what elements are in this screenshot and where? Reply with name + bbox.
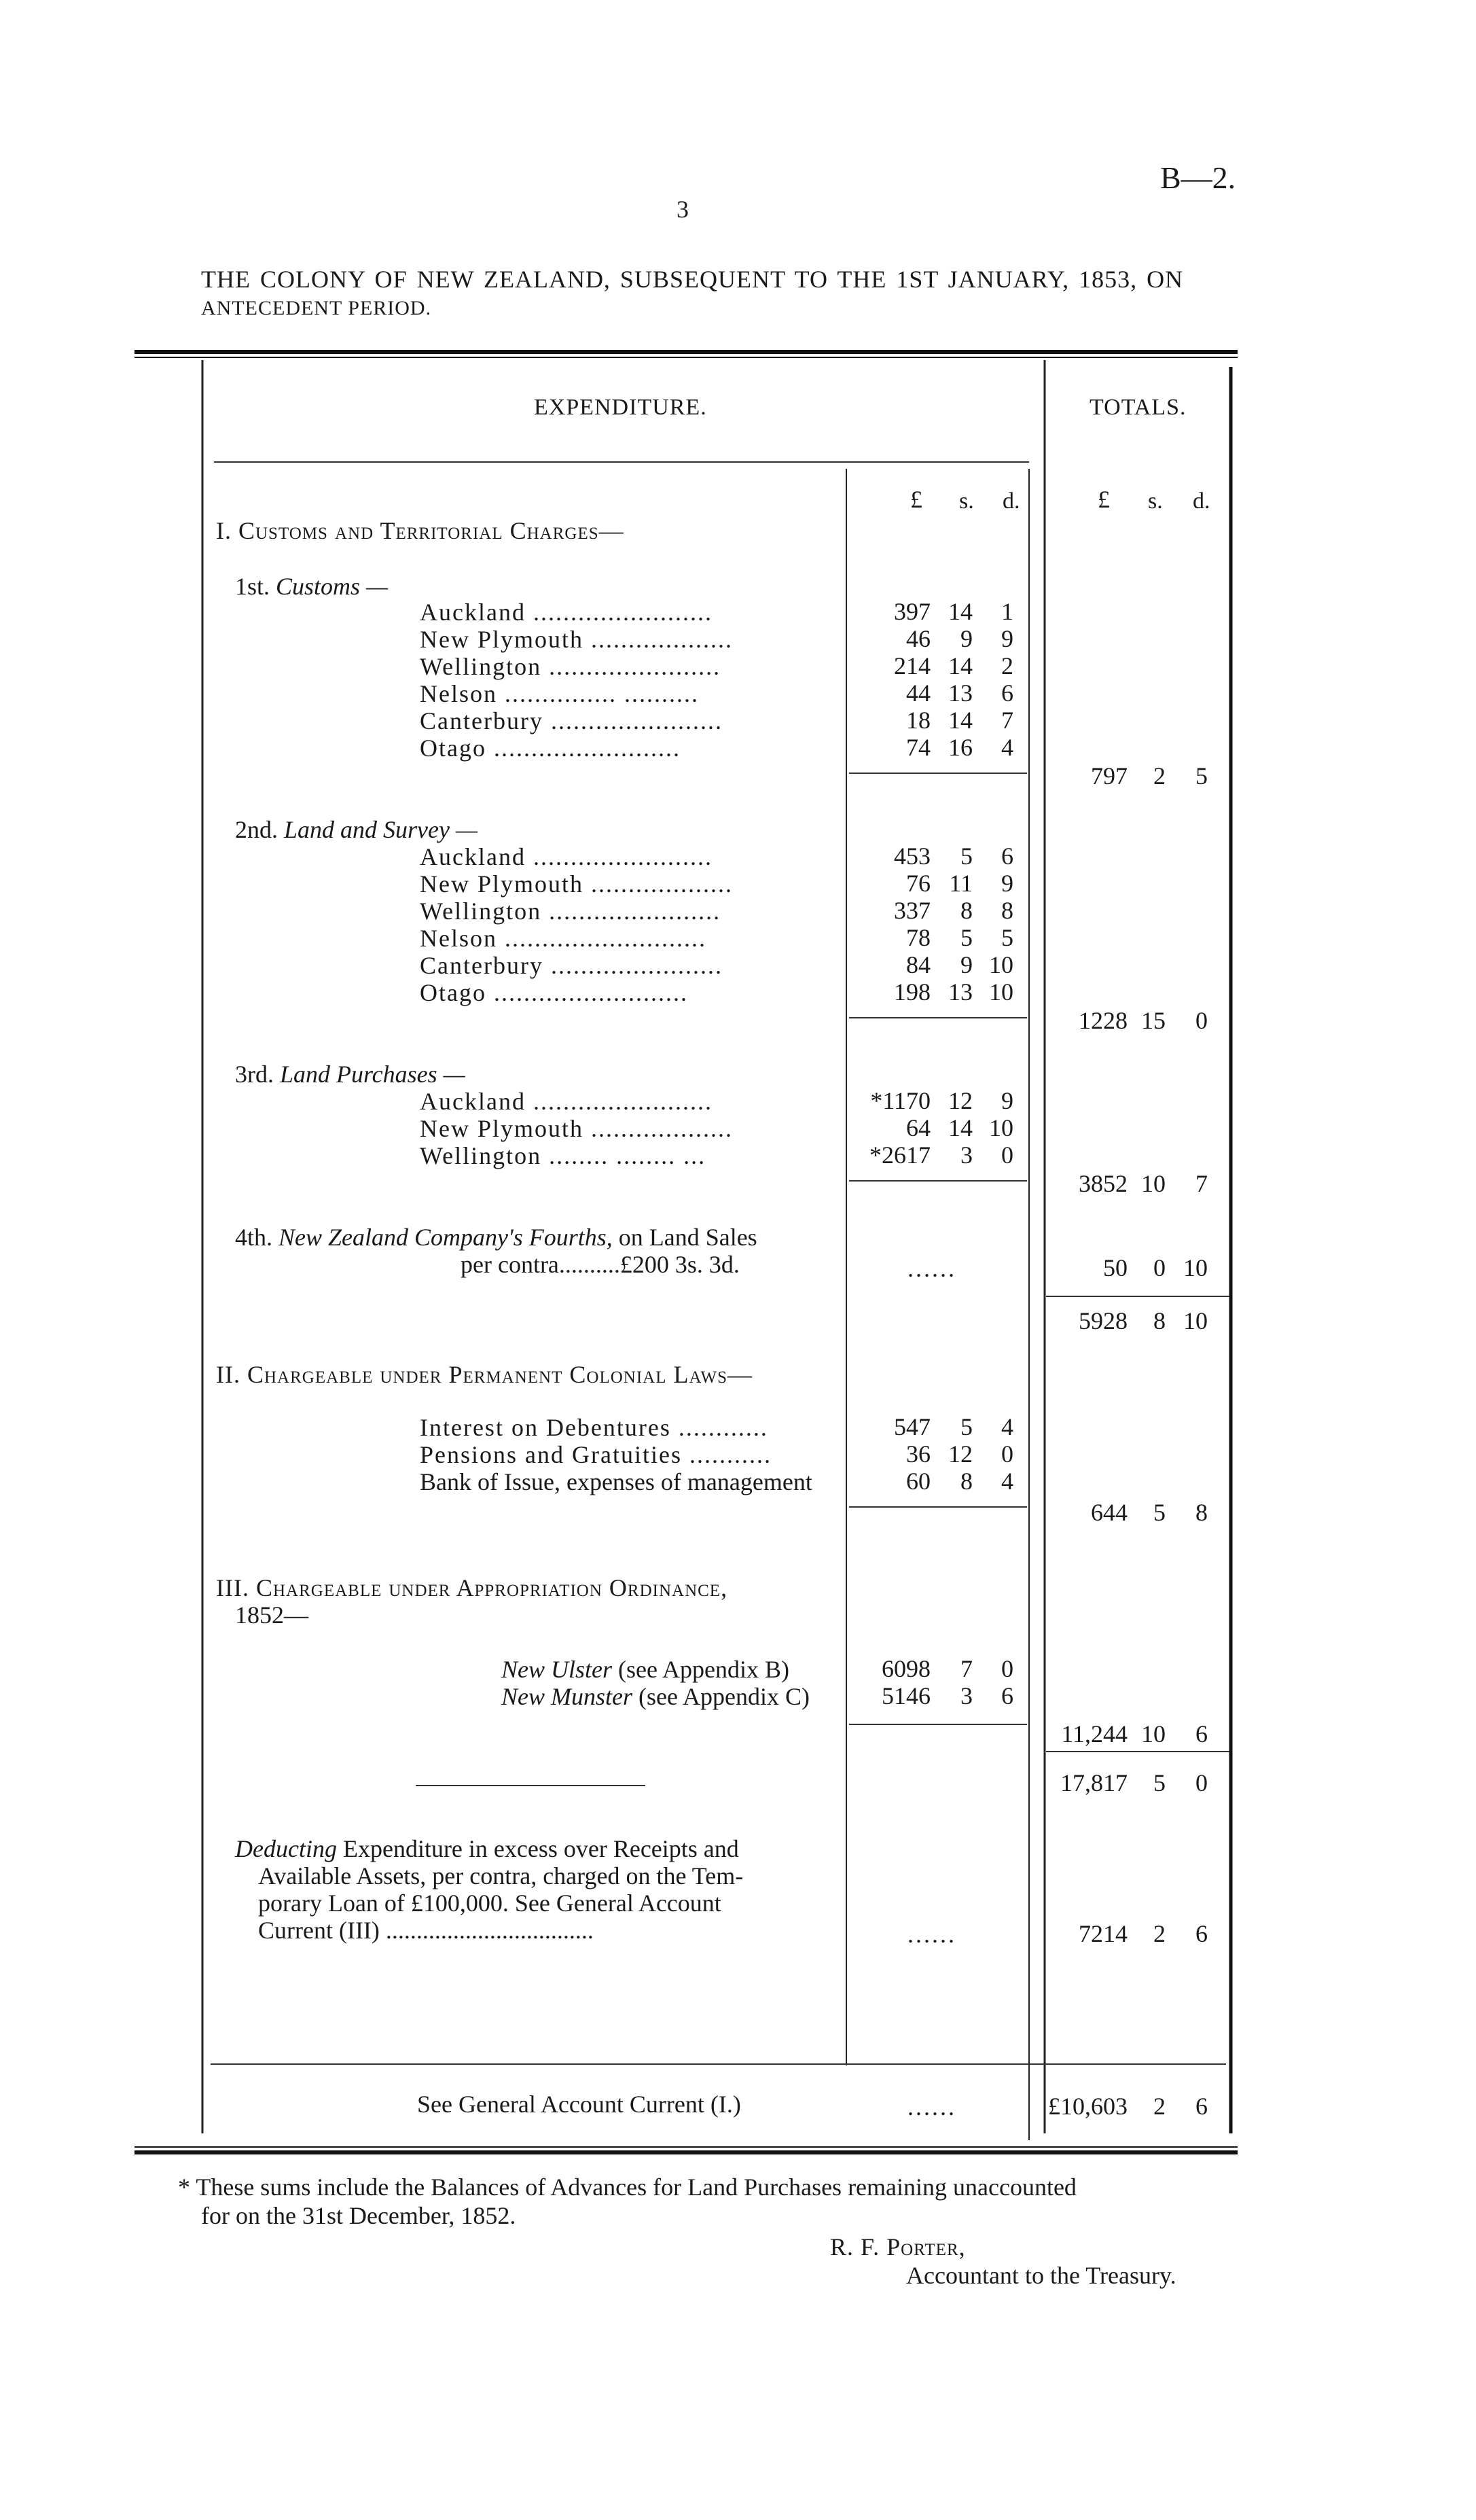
section2-pounds-2: 60 <box>906 1468 931 1495</box>
deduct-total-pence: 6 <box>1195 1920 1208 1947</box>
shilling-header: s. <box>959 489 974 514</box>
purchases-total-pence: 7 <box>1195 1170 1208 1197</box>
customs-pence-4: 7 <box>1001 707 1013 734</box>
final-total-pounds: £10,603 <box>1048 2093 1128 2120</box>
section3-heading-line2: 1852— <box>235 1601 308 1629</box>
fourths-line2: per contra..........£200 3s. 3d. <box>461 1251 740 1278</box>
customs-shillings-3: 13 <box>948 679 973 707</box>
customs-label-0: Auckland ........................ <box>420 599 713 626</box>
purchases-total-shillings: 10 <box>1141 1170 1166 1197</box>
customs-pounds-4: 18 <box>906 707 931 734</box>
sum-total-shillings: 5 <box>1153 1769 1166 1796</box>
deduct-total-pounds: 7214 <box>1079 1920 1128 1947</box>
section3-pence-0: 0 <box>1001 1655 1013 1682</box>
section2-total-pounds: 644 <box>1091 1499 1128 1526</box>
totals-header: TOTALS. <box>1090 395 1187 420</box>
purchases-label-1: New Plymouth ................... <box>420 1115 734 1142</box>
fourths-total-pounds: 50 <box>1103 1254 1128 1281</box>
section3-label-0 <box>501 1655 789 1684</box>
customs-pence-3: 6 <box>1001 679 1013 707</box>
fourths-heading <box>235 1223 757 1252</box>
section2-pence-1: 0 <box>1001 1440 1013 1468</box>
survey-title: Land and Survey — <box>284 816 478 843</box>
customs-label-4: Canterbury ....................... <box>420 707 723 734</box>
survey-shillings-2: 8 <box>960 897 973 924</box>
fourths-dots: ...... <box>907 1255 956 1282</box>
new-ulster-label: New Ulster <box>501 1656 613 1683</box>
customs-shillings-0: 14 <box>948 598 973 625</box>
survey-pounds-2: 337 <box>894 897 931 924</box>
customs-label-5: Otago ......................... <box>420 734 681 762</box>
expenditure-header: EXPENDITURE. <box>534 395 707 420</box>
customs-label-1: New Plymouth ................... <box>420 626 734 653</box>
customs-pence-2: 2 <box>1001 652 1013 679</box>
section2-total-pence: 8 <box>1195 1499 1208 1526</box>
deduct-line3: porary Loan of £100,000. See General Account <box>258 1889 721 1917</box>
section2-label-0: Interest on Debentures ............ <box>420 1414 768 1441</box>
fourths-total-shillings: 0 <box>1153 1254 1166 1281</box>
survey-pounds-3: 78 <box>906 924 931 951</box>
survey-label-2: Wellington ....................... <box>420 898 721 925</box>
purchases-pence-0: 9 <box>1001 1087 1013 1114</box>
survey-label-0: Auckland ........................ <box>420 843 713 870</box>
survey-label-4: Canterbury ....................... <box>420 952 723 979</box>
deduct-line1-text: Expenditure in excess over Receipts and <box>336 1835 739 1862</box>
survey-pounds-5: 198 <box>894 978 931 1006</box>
customs-total-shillings: 2 <box>1153 762 1166 789</box>
section1-total-pence: 10 <box>1183 1307 1208 1334</box>
fourths-num: 4th. <box>235 1224 273 1251</box>
deduct-line2: Available Assets, per contra, charged on the Tem- <box>258 1862 744 1889</box>
section2-pounds-1: 36 <box>906 1440 931 1468</box>
page-number: 3 <box>677 196 689 223</box>
survey-num: 2nd. <box>235 816 278 843</box>
total-pence-header: d. <box>1193 489 1210 514</box>
customs-pence-1: 9 <box>1001 625 1013 652</box>
customs-num: 1st. <box>235 573 270 600</box>
section3-total-pounds: 11,244 <box>1061 1720 1128 1747</box>
deduct-total-shillings: 2 <box>1153 1920 1166 1947</box>
section2-shillings-2: 8 <box>960 1468 973 1495</box>
signature-name: R. F. Porter, <box>830 2233 966 2260</box>
section3-pounds-0: 6098 <box>882 1655 931 1682</box>
section2-total-shillings: 5 <box>1153 1499 1166 1526</box>
survey-label-5: Otago .......................... <box>420 979 688 1006</box>
customs-label-3: Nelson ............... .......... <box>420 680 699 707</box>
sum-total-pounds: 17,817 <box>1060 1769 1128 1796</box>
section2-pence-2: 4 <box>1001 1468 1013 1495</box>
document-code: B—2. <box>1160 160 1236 195</box>
survey-pence-3: 5 <box>1001 924 1013 951</box>
section3-heading-line1: III. Chargeable under Appropriation Ordinance, <box>216 1574 728 1601</box>
purchases-shillings-0: 12 <box>948 1087 973 1114</box>
section1-heading: I. Customs and Territorial Charges— <box>216 517 624 544</box>
section3-shillings-1: 3 <box>960 1682 973 1709</box>
section3-pence-1: 6 <box>1001 1682 1013 1709</box>
survey-pounds-1: 76 <box>906 870 931 897</box>
customs-title: Customs — <box>276 573 389 600</box>
survey-shillings-4: 9 <box>960 951 973 978</box>
footnote-line2: for on the 31st December, 1852. <box>201 2202 516 2229</box>
customs-total-pence: 5 <box>1195 762 1208 789</box>
final-total-pence: 6 <box>1195 2093 1208 2120</box>
customs-shillings-1: 9 <box>960 625 973 652</box>
section3-label-1 <box>501 1682 810 1711</box>
final-total-shillings: 2 <box>1153 2093 1166 2120</box>
purchases-label-2: Wellington ........ ........ ... <box>420 1142 706 1169</box>
customs-pounds-0: 397 <box>894 598 931 625</box>
page-heading-line1: THE COLONY OF NEW ZEALAND, SUBSEQUENT TO THE 1ST JANUARY, 1853, ON <box>201 266 1184 293</box>
survey-total-pounds: 1228 <box>1079 1007 1128 1034</box>
new-munster-appendix: (see Appendix C) <box>632 1683 810 1710</box>
purchases-pounds-0: *1170 <box>870 1087 931 1114</box>
footnote-line1: * These sums include the Balances of Advances for Land Purchases remaining unaccounted <box>178 2173 1077 2201</box>
purchases-shillings-2: 3 <box>960 1141 973 1169</box>
customs-heading <box>235 572 388 601</box>
customs-shillings-2: 14 <box>948 652 973 679</box>
customs-pounds-2: 214 <box>894 652 931 679</box>
final-label: See General Account Current (I.) <box>417 2091 741 2118</box>
survey-pence-2: 8 <box>1001 897 1013 924</box>
survey-pence-0: 6 <box>1001 842 1013 870</box>
survey-shillings-5: 13 <box>948 978 973 1006</box>
section3-shillings-0: 7 <box>960 1655 973 1682</box>
survey-pounds-0: 453 <box>894 842 931 870</box>
section3-total-shillings: 10 <box>1141 1720 1166 1747</box>
deduct-line4: Current (III) .................................. <box>258 1917 594 1944</box>
survey-total-pence: 0 <box>1195 1007 1208 1034</box>
section2-pence-0: 4 <box>1001 1413 1013 1440</box>
pound-header: £ <box>910 486 922 513</box>
new-munster-label: New Munster <box>501 1683 632 1710</box>
deduct-word: Deducting <box>235 1835 337 1862</box>
fourths-total-pence: 10 <box>1183 1254 1208 1281</box>
section1-total-shillings: 8 <box>1153 1307 1166 1334</box>
purchases-pence-1: 10 <box>989 1114 1013 1141</box>
purchases-shillings-1: 14 <box>948 1114 973 1141</box>
survey-total-shillings: 15 <box>1141 1007 1166 1034</box>
purchases-heading <box>235 1060 465 1088</box>
section1-total-pounds: 5928 <box>1079 1307 1128 1334</box>
purchases-title: Land Purchases — <box>280 1061 465 1088</box>
pence-header: d. <box>1003 489 1020 514</box>
customs-shillings-4: 14 <box>948 707 973 734</box>
section2-shillings-0: 5 <box>960 1413 973 1440</box>
survey-heading <box>235 815 478 844</box>
purchases-num: 3rd. <box>235 1061 274 1088</box>
customs-pounds-5: 74 <box>906 734 931 761</box>
section2-label-1: Pensions and Gratuities ........... <box>420 1441 772 1468</box>
customs-pence-5: 4 <box>1001 734 1013 761</box>
section3-pounds-1: 5146 <box>882 1682 931 1709</box>
survey-pence-4: 10 <box>989 951 1013 978</box>
deduct-dots: ...... <box>907 1921 956 1948</box>
purchases-pounds-1: 64 <box>906 1114 931 1141</box>
purchases-total-pounds: 3852 <box>1079 1170 1128 1197</box>
customs-pounds-1: 46 <box>906 625 931 652</box>
deduct-line1 <box>235 1834 739 1863</box>
section2-pounds-0: 547 <box>894 1413 931 1440</box>
total-shilling-header: s. <box>1148 489 1163 514</box>
total-pound-header: £ <box>1098 486 1110 513</box>
section3-total-pence: 6 <box>1195 1720 1208 1747</box>
survey-label-1: New Plymouth ................... <box>420 870 734 898</box>
sum-total-pence: 0 <box>1195 1769 1208 1796</box>
survey-pounds-4: 84 <box>906 951 931 978</box>
final-dots: ...... <box>907 2093 956 2120</box>
survey-pence-5: 10 <box>989 978 1013 1006</box>
survey-pence-1: 9 <box>1001 870 1013 897</box>
new-ulster-appendix: (see Appendix B) <box>612 1656 789 1683</box>
customs-shillings-5: 16 <box>948 734 973 761</box>
purchases-pounds-2: *2617 <box>869 1141 931 1169</box>
survey-label-3: Nelson ........................... <box>420 925 706 952</box>
survey-shillings-0: 5 <box>960 842 973 870</box>
customs-label-2: Wellington ....................... <box>420 653 721 680</box>
purchases-pence-2: 0 <box>1001 1141 1013 1169</box>
survey-shillings-3: 5 <box>960 924 973 951</box>
purchases-label-0: Auckland ........................ <box>420 1088 713 1115</box>
survey-shillings-1: 11 <box>949 870 973 897</box>
customs-total-pounds: 797 <box>1091 762 1128 789</box>
section2-heading: II. Chargeable under Permanent Colonial Laws— <box>216 1361 753 1388</box>
fourths-title: New Zealand Company's Fourths, <box>278 1224 613 1251</box>
section2-shillings-1: 12 <box>948 1440 973 1468</box>
fourths-title-rest: on Land Sales <box>618 1224 757 1251</box>
section2-label-2: Bank of Issue, expenses of management <box>420 1468 812 1495</box>
customs-pounds-3: 44 <box>906 679 931 707</box>
signature-title: Accountant to the Treasury. <box>906 2262 1176 2289</box>
customs-pence-0: 1 <box>1001 598 1013 625</box>
page-heading-line2: ANTECEDENT PERIOD. <box>201 297 432 319</box>
